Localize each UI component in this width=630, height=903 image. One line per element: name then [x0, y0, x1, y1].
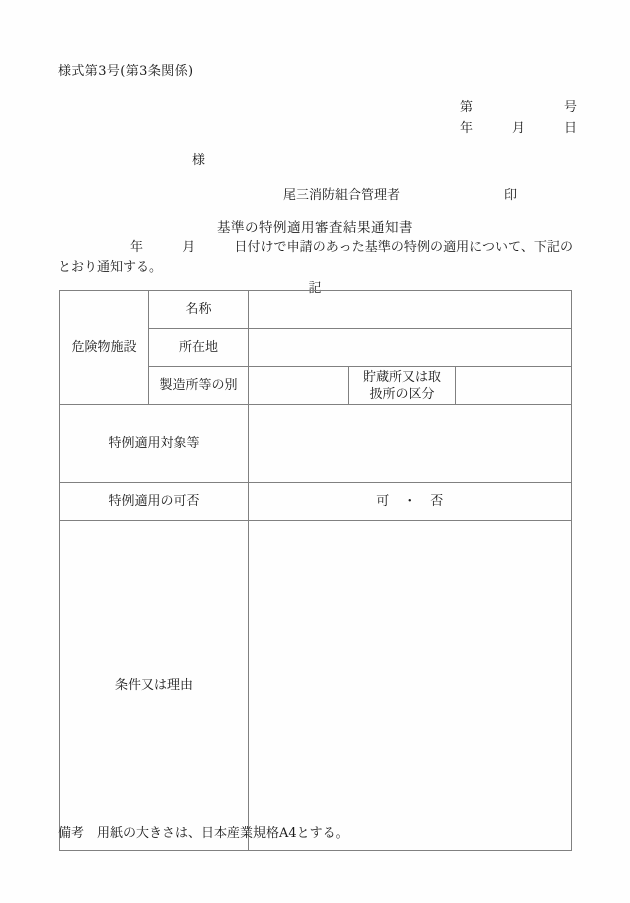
document-number-line: 第 号: [460, 100, 578, 115]
table-row-target: [60, 405, 572, 483]
name-value[interactable]: [249, 291, 572, 329]
storage-division-value[interactable]: [456, 367, 572, 405]
ki-marker: 記: [308, 281, 322, 296]
storage-division-label: [349, 367, 456, 405]
body-paragraph: 年 月 日付けで申請のあった基準の特例の適用について、下記のとおり通知する。: [58, 240, 573, 275]
document-date-line: 年 月 日: [460, 121, 578, 136]
form-code-label: 様式第3号(第3条関係): [58, 64, 194, 79]
address-label: 所在地: [149, 329, 249, 367]
reason-value[interactable]: [249, 521, 572, 851]
form-table: [59, 290, 572, 851]
table-row-name: [60, 291, 572, 329]
footer-note: 備考 用紙の大きさは、日本産業規格A4とする。: [58, 826, 349, 841]
kind-label: 製造所等の別: [149, 367, 249, 405]
reason-label: 条件又は理由: [60, 521, 249, 851]
approval-options-cell[interactable]: [249, 483, 572, 521]
issuer-line: 尾三消防組合管理者 印: [283, 188, 518, 203]
addressee-line: 様: [192, 153, 206, 168]
approval-label: 特例適用の可否: [60, 483, 249, 521]
storage-division-label-line1: 貯蔵所又は取: [362, 369, 441, 385]
storage-division-label-line2: 扱所の区分: [369, 386, 435, 402]
target-label: 特例適用対象等: [60, 405, 249, 483]
facility-group-label: 危険物施設: [60, 291, 149, 405]
table-row-reason: [60, 521, 572, 851]
kind-value[interactable]: [249, 367, 349, 405]
name-label: 名称: [149, 291, 249, 329]
table-row-approval: [60, 483, 572, 521]
document-title: 基準の特例適用審査結果通知書: [217, 220, 413, 236]
target-value[interactable]: [249, 405, 572, 483]
approval-options[interactable]: 可 ・ 否: [376, 494, 444, 509]
address-value[interactable]: [249, 329, 572, 367]
